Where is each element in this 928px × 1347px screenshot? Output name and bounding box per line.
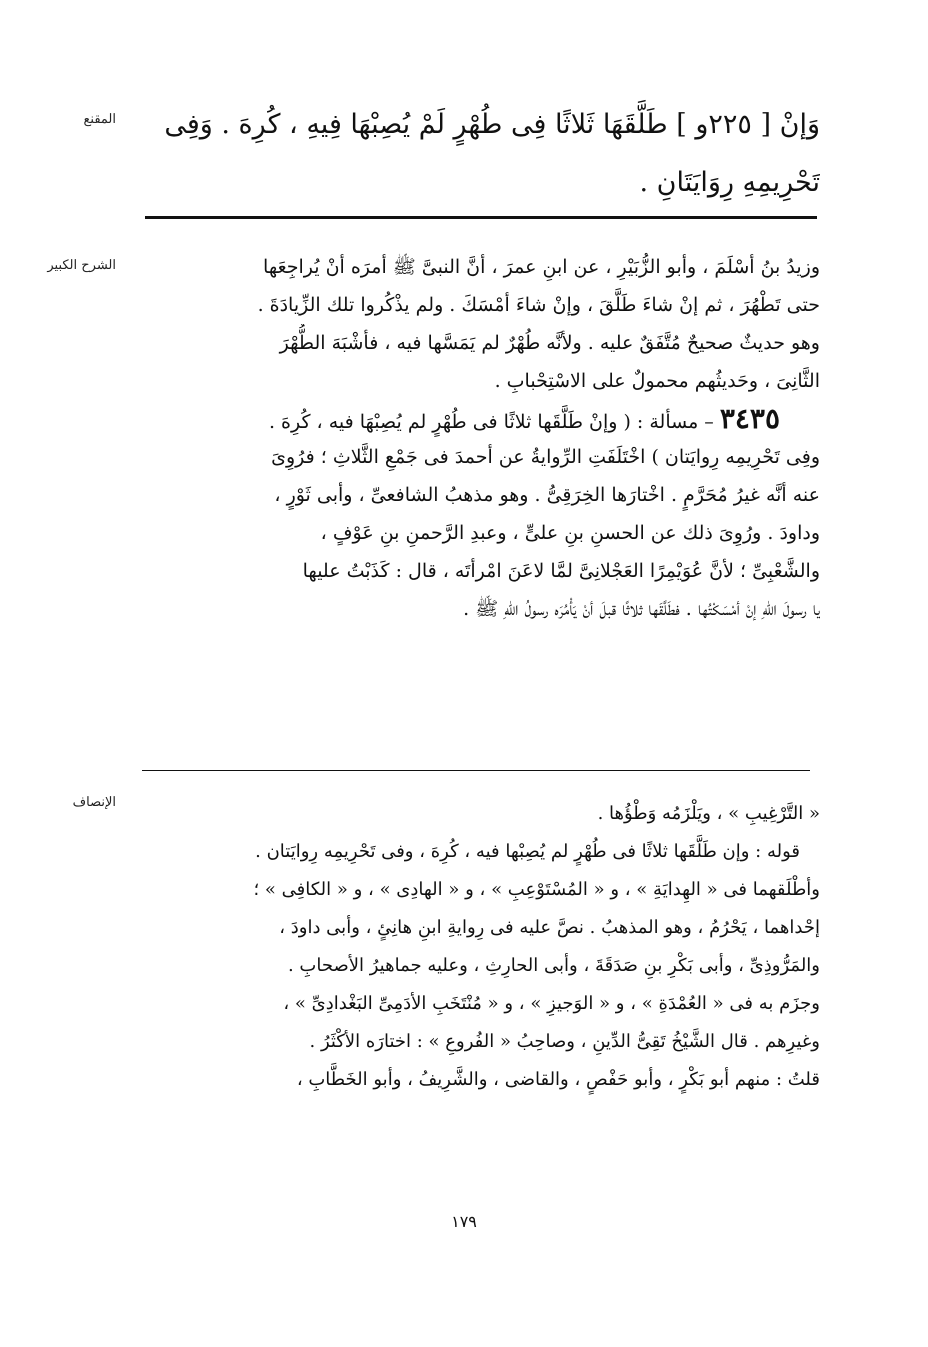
insaf-text — [120, 795, 820, 1099]
insaf-line: وجزَم به فى « العُمْدَةِ » ، و « الوَجيزِ » ، و « مُنْتَخَبِ الأدَمِىِّ البَغْدادِىِّ » ، — [283, 993, 820, 1014]
sharh-line: عنه أنَّه غيرُ مُحَرَّمٍ . اخْتارَها الخِرَقِىُّ . وهو مذهبُ الشافعىِّ ، وأبى ثَوْرٍ ، — [274, 484, 820, 506]
sharh-line: وهو حديثٌ صحيحٌ مُتَّفَقٌ عليه . ولأنَّه طُهْرٌ لم يَمَسَّها فيه ، فأشْبَهَ الطُّهْرَ — [279, 332, 820, 354]
sharh-line: وزيدُ بنُ أسْلَمَ ، وأبو الزُّبَيْرِ ، عن ابنِ عمرَ ، أنَّ النبىَّ ﷺ أمرَه أنْ يُراجِعَها — [263, 256, 820, 278]
insaf-line: وأطْلَقهما فى « الهِدايَةِ » ، و « المُسْتَوْعِبِ » ، و « الهادِى » ، و « الكافِى » ؛ — [253, 879, 820, 900]
section-label-muqni: المقنع — [83, 112, 116, 127]
issue-number: ٣٤٣٥ — [719, 402, 780, 435]
page-number: ١٧٩ — [451, 1212, 477, 1231]
muqni-text — [120, 96, 820, 212]
section-label-sharh: الشرح الكبير — [47, 258, 116, 273]
sharh-line: والشَّعْبِىِّ ؛ لأنَّ عُوَيْمِرًا العَجْلانِىَّ لمَّا لاعَنَ امْرأتَه ، قال : كَذَبْتُ عليها — [302, 560, 820, 582]
insaf-line: والمَرُّوذِىِّ ، وأبى بَكْرِ بنِ صَدَقَةَ ، وأبى الحارِثِ ، وعليه جماهيرُ الأصحابِ . — [287, 955, 820, 976]
sharh-line: وفِى تَحْرِيمِه رِوايَتان ) اخْتَلَفَتِ الرِّوايةُ عن أحمدَ فى جَمْعِ الثَّلاثِ ؛ فرُوِىَ — [271, 446, 820, 468]
sharh-line: حتى تَطْهُرَ ، ثم إنْ شاءَ طَلَّقَ ، وإنْ شاءَ أمْسَكَ . ولم يذْكُروا تلك الزِّيادَةَ . — [257, 294, 820, 316]
muqni-line: تَحْرِيمِهِ رِوَايَتَانِ . — [639, 167, 820, 198]
insaf-line: إحْداهما ، يَحْرُمُ ، وهو المذهبُ . نصَّ عليه فى رِوايةِ ابنِ هانِئٍ ، وأبى داودَ ، — [279, 917, 820, 938]
sharh-line: يا رسولَ اللهِ إنْ أمْسَكْتُها . فطَلَّقَها ثلاثًا قبلَ أنْ يَأْمُرَه رسولُ اللهِ ﷺ . — [463, 598, 820, 620]
muqni-line: وَإنْ [ ٢٢٥و ] طَلَّقَهَا ثَلاثًا فِى طُهْرٍ لَمْ يُصِبْهَا فِيهِ ، كُرِهَ . وَفِى — [164, 109, 820, 140]
sharh-line: وداودَ . ورُوِىَ ذلك عن الحسنِ بنِ علىٍّ ، وعبدِ الرَّحمنِ بنِ عَوْفٍ ، — [320, 522, 820, 544]
issue-heading-text: – مسألة : ( وإنْ طَلَّقَها ثلاثًا فى طُهْرٍ لم يُصِبْهَا فيه ، كُرِهَ . — [268, 411, 720, 433]
insaf-line: قلتُ : منهم أبو بَكْرٍ ، وأبو حَفْصٍ ، والقاضى ، والشَّرِيفُ ، وأبو الخَطَّابِ ، — [296, 1069, 820, 1090]
issue-heading-line — [120, 400, 820, 438]
section-label-insaf: الإنصاف — [72, 795, 116, 810]
insaf-line: « التَّرْغِيبِ » ، ويَلْزَمُه وَطْؤُها . — [597, 803, 820, 824]
insaf-line: وغيرِهم . قال الشَّيْخُ تَقِىُّ الدِّينِ ، وصاحِبُ « الفُروعِ » : اختارَه الأكْثَرُ . — [309, 1031, 820, 1052]
sharh-line: الثَّانِىَ ، وحَديثُهم محمولٌ على الاسْتِحْبابِ . — [494, 370, 820, 392]
insaf-line: قوله : وإن طَلَّقَها ثلاثًا فى طُهْرٍ لم يُصِبْها فيه ، كُرِهَ ، وفى تَحْرِيمِه رِوايَتان . — [255, 841, 800, 862]
divider-thick — [145, 216, 817, 219]
sharh-text — [120, 248, 820, 628]
divider-thin — [142, 770, 810, 771]
